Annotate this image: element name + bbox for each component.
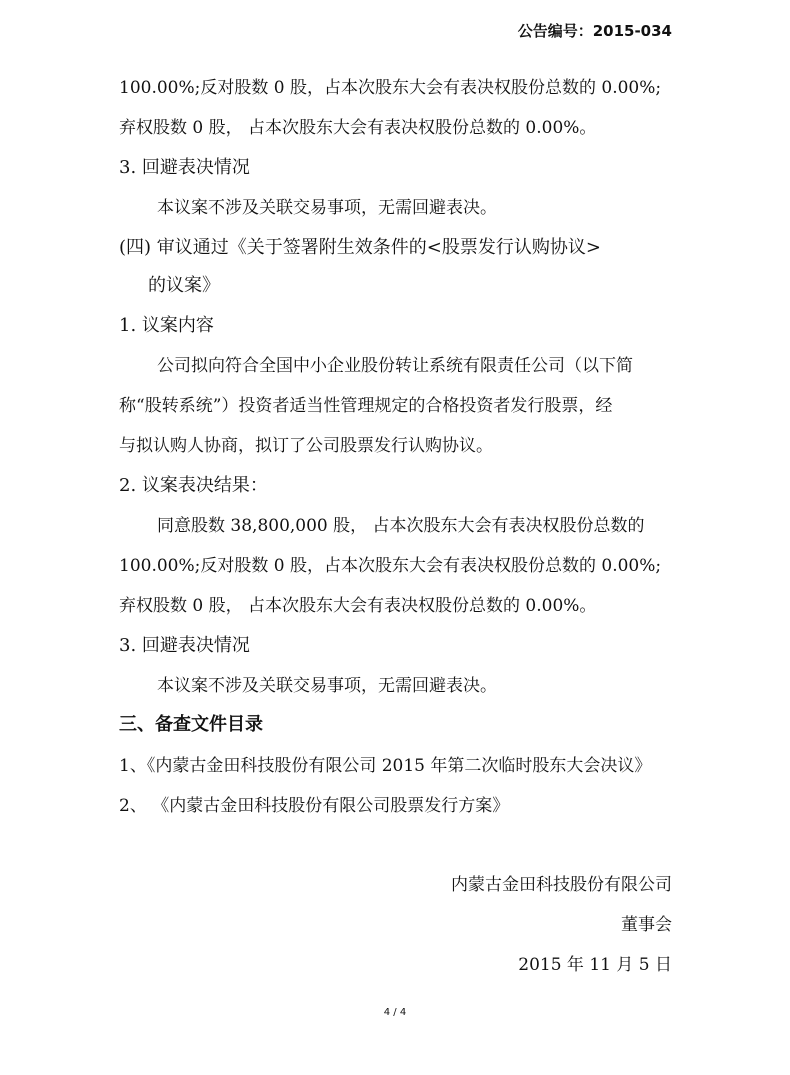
reference-doc-2: 2、 《内蒙古金田科技股份有限公司股票发行方案》	[119, 796, 510, 816]
vote-result-line-3: 同意股数 38,800,000 股， 占本次股东大会有表决权股份总数的	[157, 516, 645, 536]
subheading-avoidance: 3. 回避表决情况	[119, 157, 250, 178]
vote-result-line-2: 弃权股数 0 股， 占本次股东大会有表决权股份总数的 0.00%。	[119, 118, 597, 138]
motion-title-line-2: 的议案》	[148, 275, 220, 296]
reference-doc-1: 1、《内蒙古金田科技股份有限公司 2015 年第二次临时股东大会决议》	[119, 756, 652, 776]
subheading-avoidance-2: 3. 回避表决情况	[119, 635, 250, 656]
signature-board: 董事会	[621, 915, 672, 935]
announcement-number: 公告编号：2015-034	[517, 22, 672, 40]
signature-company: 内蒙古金田科技股份有限公司	[451, 875, 672, 895]
motion-title-line-1: (四) 审议通过《关于签署附生效条件的<股票发行认购协议>	[119, 237, 601, 258]
vote-result-line-4: 100.00%;反对股数 0 股，占本次股东大会有表决权股份总数的 0.00%;	[119, 556, 662, 576]
motion-content-line-3: 与拟认购人协商，拟订了公司股票发行认购协议。	[119, 436, 493, 456]
page-number: 4 / 4	[383, 1007, 407, 1018]
avoidance-text-2: 本议案不涉及关联交易事项，无需回避表决。	[157, 676, 497, 696]
motion-content-line-2: 称“股转系统”）投资者适当性管理规定的合格投资者发行股票，经	[119, 396, 613, 416]
section-heading-reference-docs: 三、备查文件目录	[119, 714, 263, 735]
subheading-motion-content: 1. 议案内容	[119, 315, 214, 336]
vote-result-line-1: 100.00%;反对股数 0 股，占本次股东大会有表决权股份总数的 0.00%;	[119, 78, 662, 98]
signature-date: 2015 年 11 月 5 日	[518, 955, 672, 975]
motion-content-line-1: 公司拟向符合全国中小企业股份转让系统有限责任公司（以下简	[157, 356, 633, 376]
avoidance-text: 本议案不涉及关联交易事项，无需回避表决。	[157, 198, 497, 218]
subheading-vote-result: 2. 议案表决结果：	[119, 475, 268, 496]
vote-result-line-5: 弃权股数 0 股， 占本次股东大会有表决权股份总数的 0.00%。	[119, 596, 597, 616]
